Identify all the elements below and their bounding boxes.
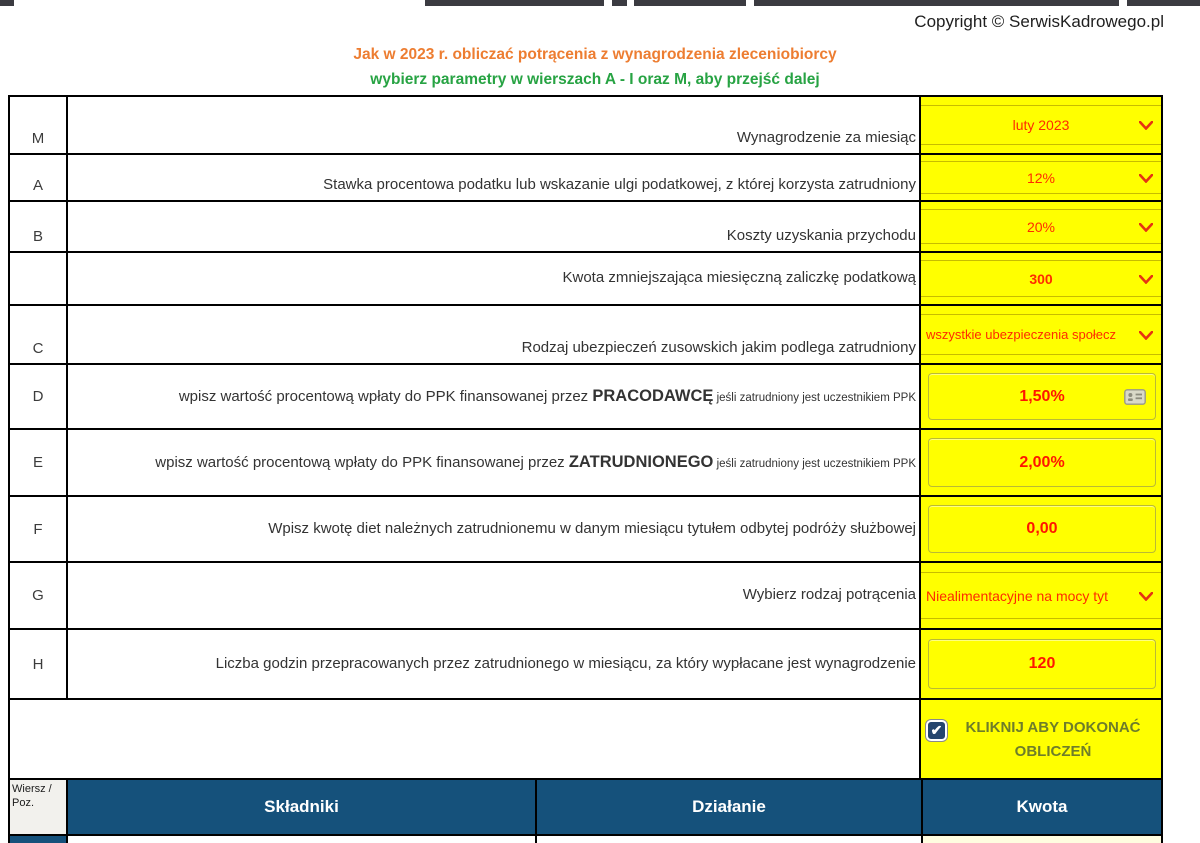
table-row [10,497,1161,563]
chevron-down-icon [1139,275,1153,284]
row-label-E: E [10,430,68,495]
copyright-text: Copyright © SerwisKadrowego.pl [914,12,1164,31]
tax-rate-select-value: 12% [1026,169,1056,186]
insurance-type-select[interactable] [921,314,1161,355]
row-label-G: G [10,563,68,628]
chevron-down-icon [1139,592,1153,601]
ppk-employer-input[interactable] [928,373,1156,420]
ppk-employer-value: 1,50% [1019,387,1065,405]
table-row [10,202,1161,253]
clipped-row-cell [537,836,923,843]
row-label-B: B [10,202,68,251]
row-desc-G: Wybierz rodzaj potrącenia [68,563,921,628]
tax-rate-select[interactable] [921,161,1161,193]
chevron-down-icon [1139,121,1153,130]
calculate-row [10,700,1161,780]
row-label-blank [10,253,68,304]
header-kwota: Kwota [923,780,1161,834]
row-desc-B: Koszty uzyskania przychodu [68,202,921,251]
page-subtitle: wybierz parametry w wierszach A - I oraz M, aby przejść dalej [370,71,820,88]
clipped-row-cell [923,836,1161,843]
row-label-F: F [10,497,68,561]
deduction-type-select[interactable] [921,572,1161,619]
row-value-D [921,365,1161,428]
header-skladniki: Składniki [68,780,537,834]
clipped-row-label [10,836,68,843]
header-dzialanie: Działanie [537,780,923,834]
table-row [10,253,1161,306]
top-edge-gap [1119,0,1127,6]
chevron-down-icon [1139,223,1153,232]
row-desc-E: wpisz wartość procentową wpłaty do PPK finansowanej przez ZATRUDNIONEGO jeśli zatrudniony jest uczestnikiem PPK [68,430,921,495]
month-select[interactable] [921,105,1161,145]
calculate-checkbox[interactable] [926,720,947,741]
row-value-A [921,155,1161,200]
income-costs-select[interactable] [921,209,1161,244]
tax-reduction-select[interactable] [921,260,1161,297]
header-wiersz-poz: Wiersz / Poz. [10,780,68,834]
top-edge-gap [746,0,754,6]
diet-amount-input[interactable] [928,505,1156,552]
row-value-tax-reduction [921,253,1161,304]
table-row [10,430,1161,497]
contact-card-icon [1124,389,1146,405]
month-select-value: luty 2023 [1012,117,1070,133]
chevron-down-icon [1139,331,1153,340]
calculate-row-spacer [10,700,921,778]
row-value-F [921,497,1161,561]
parameters-table [8,95,1163,843]
deduction-type-select-value: Niealimentacyjne na mocy tyt [926,587,1109,604]
row-desc-C: Rodzaj ubezpieczeń zusowskich jakim podlega zatrudniony [68,306,921,363]
row-value-C [921,306,1161,363]
ppk-employee-value: 2,00% [1019,453,1065,471]
row-value-H [921,630,1161,698]
row-value-G [921,563,1161,628]
row-desc-F: Wpisz kwotę diet należnych zatrudnionemu w danym miesiącu tytułem odbytej podróży służbowej [68,497,921,561]
calculate-label[interactable]: KLIKNIJ ABY DOKONAĆ OBLICZEŃ [965,719,1141,760]
row-value-E [921,430,1161,495]
hours-worked-input[interactable] [928,639,1156,689]
table-row [10,563,1161,630]
row-label-C: C [10,306,68,363]
top-edge-artifact [425,0,1200,6]
page-title: Jak w 2023 r. obliczać potrącenia z wynagrodzenia zleceniobiorcy [353,46,837,63]
income-costs-select-value: 20% [1026,218,1056,235]
row-value-M [921,97,1161,153]
row-desc-A: Stawka procentowa podatku lub wskazanie ulgi podatkowej, z której korzysta zatrudniony [68,155,921,200]
row-value-B [921,202,1161,251]
row-label-A: A [10,155,68,200]
chevron-down-icon [1139,174,1153,183]
diet-amount-value: 0,00 [1026,520,1058,537]
table-row [10,306,1161,365]
ppk-employee-input[interactable] [928,438,1156,486]
clipped-data-row [10,836,1161,843]
clipped-row-cell [68,836,537,843]
row-desc-D: wpisz wartość procentową wpłaty do PPK finansowanej przez PRACODAWCĘ jeśli zatrudniony jest uczestnikiem PPK [68,365,921,428]
row-desc-H: Liczba godzin przepracowanych przez zatrudnionego w miesiącu, za który wypłacane jest wynagrodzenie [68,630,921,698]
checkmark-icon: ✔ [930,722,943,738]
row-label-D: D [10,365,68,428]
table-row [10,365,1161,430]
hours-worked-value: 120 [1028,655,1056,672]
calculate-cell [921,700,1161,778]
table-row [10,155,1161,202]
results-header-row [10,780,1161,836]
table-row [10,630,1161,700]
top-edge-gap [604,0,612,6]
row-label-H: H [10,630,68,698]
top-edge-artifact [0,0,14,6]
row-desc-M: Wynagrodzenie za miesiąc [68,97,921,153]
row-desc-tax-reduction: Kwota zmniejszająca miesięczną zaliczkę podatkową [68,253,921,304]
tax-reduction-select-value: 300 [1029,270,1053,287]
row-label-M: M [10,97,68,153]
table-row [10,97,1161,155]
insurance-type-select-value: wszystkie ubezpieczenia społecz [926,327,1117,342]
top-edge-gap [627,0,634,6]
